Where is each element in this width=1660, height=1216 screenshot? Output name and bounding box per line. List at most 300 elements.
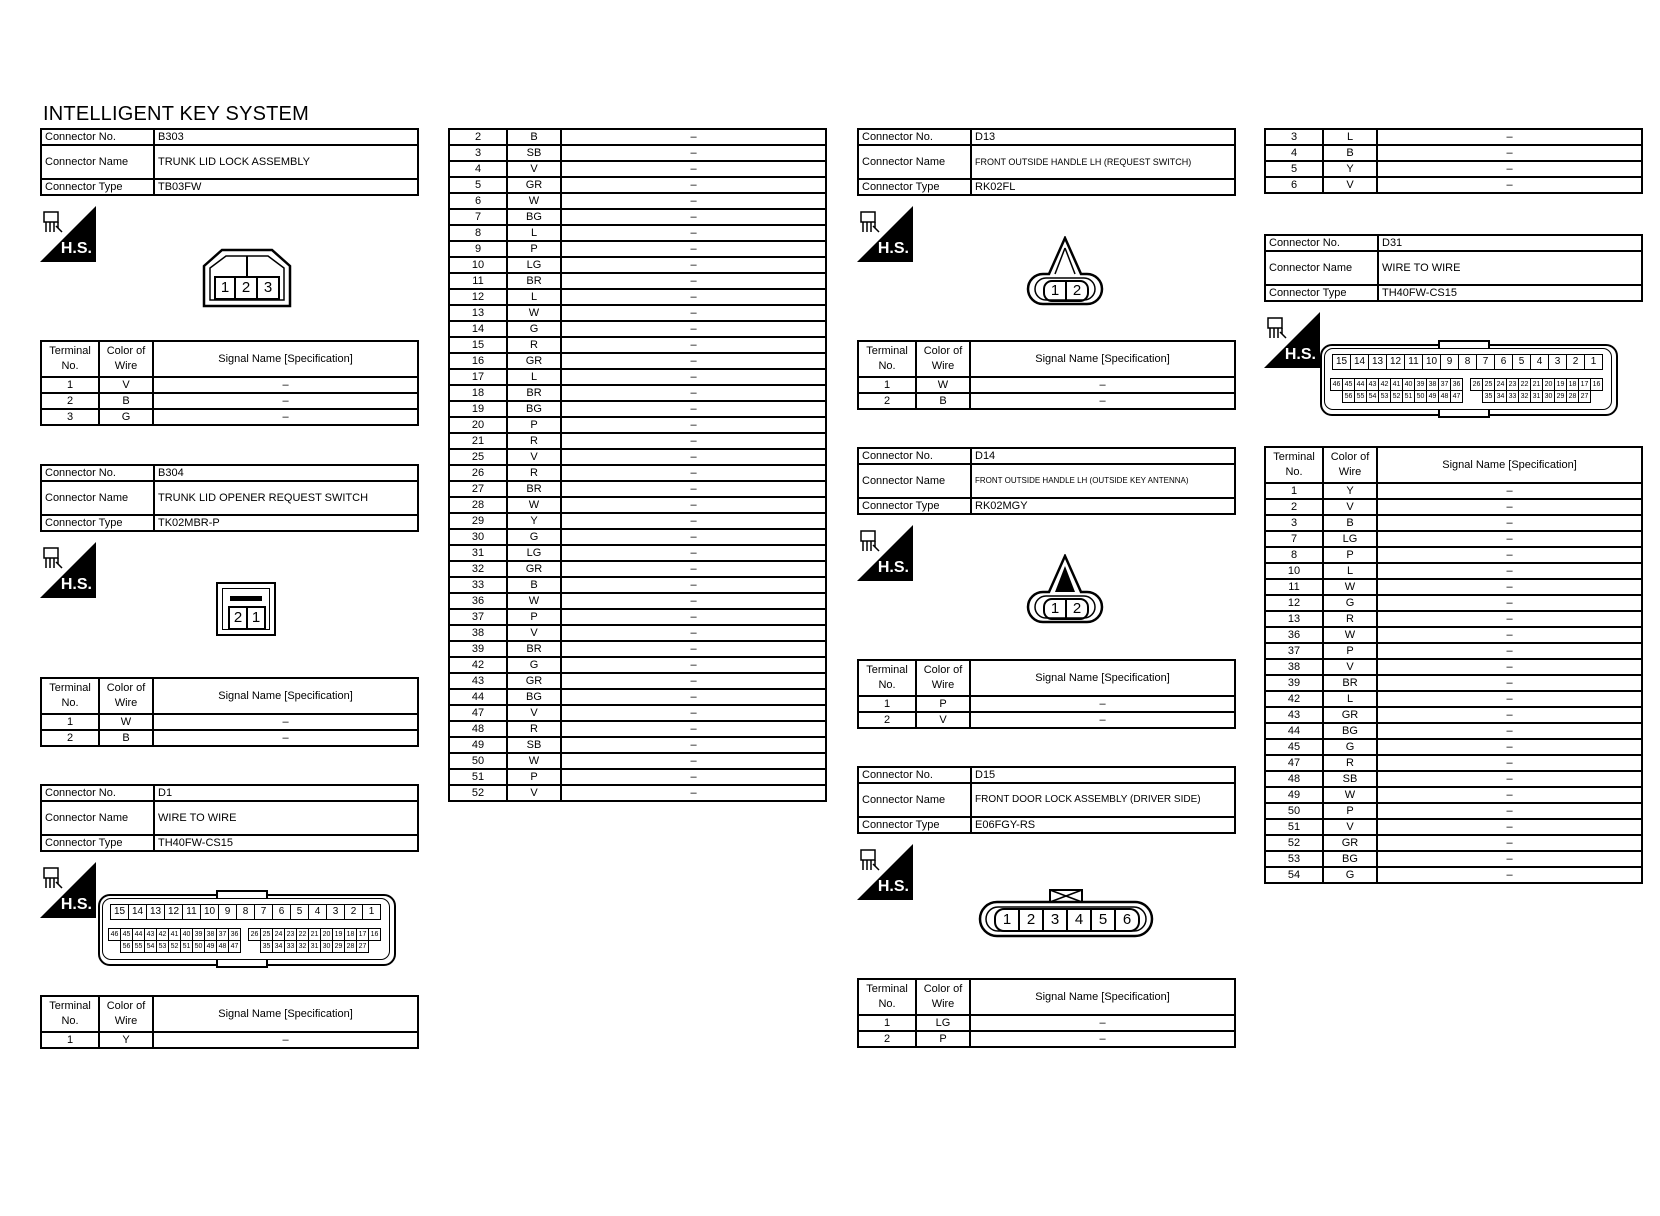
- table-row: [1265, 835, 1642, 851]
- terminal-no-cell: 36: [449, 593, 507, 609]
- pin-40: 40: [1403, 378, 1415, 391]
- row-list: [1265, 447, 1642, 883]
- pin-47: 47: [229, 940, 241, 953]
- table-row: [449, 145, 826, 161]
- pin-41: 41: [1391, 378, 1403, 391]
- connector-type-label: Connector Type: [858, 498, 971, 514]
- wire-color-cell: BG: [507, 689, 561, 705]
- signal-name-header: Signal Name [Specification]: [1377, 447, 1642, 483]
- wire-color-cell: B: [1323, 515, 1377, 531]
- terminal-no-cell: 17: [449, 369, 507, 385]
- pin-2: 2: [1020, 908, 1044, 932]
- terminal-no-header: Terminal No.: [858, 979, 916, 1015]
- connector-no-label: Connector No.: [41, 129, 154, 145]
- terminal-no-cell: 8: [449, 225, 507, 241]
- table-row: [449, 737, 826, 753]
- wire-color-cell: BR: [1323, 675, 1377, 691]
- terminal-no-cell: 47: [1265, 755, 1323, 771]
- wire-color-cell: P: [1323, 547, 1377, 563]
- pin-22: 22: [1519, 378, 1531, 391]
- table-row: [449, 401, 826, 417]
- pin-25: 25: [261, 928, 273, 941]
- table-row: 1 W –: [41, 714, 418, 730]
- table-row: [449, 417, 826, 433]
- wire-color-cell: B: [507, 577, 561, 593]
- terminal-no-cell: 7: [449, 209, 507, 225]
- signal-name-cell: –: [1377, 755, 1642, 771]
- pin-51: 51: [1403, 390, 1415, 403]
- terminal-no-cell: 48: [1265, 771, 1323, 787]
- table-row: [449, 433, 826, 449]
- table-row: [449, 449, 826, 465]
- terminal-no-cell: 11: [449, 273, 507, 289]
- terminal-no-cell: 51: [1265, 819, 1323, 835]
- table-row: [449, 257, 826, 273]
- terminal-no-cell: 21: [449, 433, 507, 449]
- harness-side-icon: [857, 206, 913, 262]
- table-row: [449, 545, 826, 561]
- d13-terminal-table: [857, 340, 1236, 410]
- row-list: [1265, 129, 1642, 193]
- pin-2: 2: [1067, 280, 1089, 302]
- table-row: [1265, 755, 1642, 771]
- signal-name-cell: –: [561, 321, 826, 337]
- terminal-no-cell: 54: [1265, 867, 1323, 883]
- wire-color-cell: Y: [507, 513, 561, 529]
- wire-color-cell: W: [507, 193, 561, 209]
- pin-7: 7: [255, 904, 273, 920]
- terminal-no-cell: 39: [449, 641, 507, 657]
- signal-name-cell: –: [561, 225, 826, 241]
- pin-13: 13: [147, 904, 165, 920]
- terminal-no-cell: 28: [449, 497, 507, 513]
- signal-name-cell: –: [561, 273, 826, 289]
- signal-name-cell: –: [1377, 515, 1642, 531]
- signal-name-header: Signal Name [Specification]: [970, 341, 1235, 377]
- pin-3: 3: [1549, 354, 1567, 370]
- signal-name-cell: –: [1377, 707, 1642, 723]
- pin-34: 34: [1495, 390, 1507, 403]
- wire-color-cell: SB: [507, 145, 561, 161]
- signal-name-header: Signal Name [Specification]: [153, 341, 418, 377]
- signal-name-cell: –: [1377, 611, 1642, 627]
- hs-label: H.S.: [877, 878, 909, 895]
- pin-41: 41: [169, 928, 181, 941]
- pin-33: 33: [1507, 390, 1519, 403]
- connector-type-value: TK02MBR-P: [154, 515, 418, 531]
- table-row: [1265, 787, 1642, 803]
- terminal-no-header: Terminal No.: [41, 678, 99, 714]
- pin-10: 10: [1423, 354, 1441, 370]
- connector-name-label: Connector Name: [41, 801, 154, 835]
- signal-name-cell: –: [561, 209, 826, 225]
- signal-name-cell: –: [561, 257, 826, 273]
- signal-name-cell: –: [1377, 851, 1642, 867]
- hs-label: H.S.: [60, 576, 92, 593]
- pin-52: 52: [1391, 390, 1403, 403]
- table-row: [449, 209, 826, 225]
- pin-30: 30: [321, 940, 333, 953]
- pin-26: 26: [248, 928, 261, 941]
- pin-49: 49: [1427, 390, 1439, 403]
- color-of-wire-header: Color of Wire: [916, 660, 970, 696]
- pin-2: 2: [228, 606, 248, 630]
- pin-31: 31: [1531, 390, 1543, 403]
- wire-color-cell: GR: [1323, 835, 1377, 851]
- d31-terminal-table: [1264, 446, 1643, 884]
- pin-row: [1332, 354, 1603, 370]
- terminal-no-header: Terminal No.: [858, 660, 916, 696]
- connector-no-value: B303: [154, 129, 418, 145]
- signal-name-cell: –: [561, 705, 826, 721]
- pin-36: 36: [229, 928, 241, 941]
- table-row: [1265, 691, 1642, 707]
- signal-name-cell: –: [561, 785, 826, 801]
- terminal-no-cell: 47: [449, 705, 507, 721]
- wire-color-cell: GR: [507, 561, 561, 577]
- signal-name-cell: –: [1377, 579, 1642, 595]
- connector-no-value: D13: [971, 129, 1235, 145]
- wire-color-cell: BG: [1323, 723, 1377, 739]
- connector-no-label: Connector No.: [41, 785, 154, 801]
- pin-6: 6: [1116, 908, 1140, 932]
- terminal-no-cell: 3: [1265, 515, 1323, 531]
- wire-color-cell: W: [507, 753, 561, 769]
- d13-connector-face: [1025, 236, 1105, 308]
- pin-5: 5: [1092, 908, 1116, 932]
- table-row: [1265, 803, 1642, 819]
- table-row: [449, 529, 826, 545]
- pin-31: 31: [309, 940, 321, 953]
- signal-name-cell: –: [561, 337, 826, 353]
- wire-color-cell: SB: [507, 737, 561, 753]
- signal-name-cell: –: [1377, 627, 1642, 643]
- pin-1: 1: [994, 908, 1020, 932]
- wire-color-cell: P: [507, 609, 561, 625]
- table-row: 1 V –: [41, 377, 418, 393]
- table-row: [1265, 483, 1642, 499]
- table-row: [449, 193, 826, 209]
- pin-24: 24: [1495, 378, 1507, 391]
- connector-name-value: FRONT DOOR LOCK ASSEMBLY (DRIVER SIDE): [971, 783, 1235, 817]
- terminal-no-cell: 44: [1265, 723, 1323, 739]
- pin-11: 11: [1405, 354, 1423, 370]
- pin-3: 3: [258, 276, 280, 300]
- connector-type-value: TH40FW-CS15: [1378, 285, 1642, 301]
- signal-name-cell: –: [561, 737, 826, 753]
- terminal-no-cell: 42: [449, 657, 507, 673]
- pin-15: 15: [1332, 354, 1351, 370]
- pin-12: 12: [165, 904, 183, 920]
- terminal-no-cell: 13: [449, 305, 507, 321]
- table-row: [449, 513, 826, 529]
- connector-name-value: WIRE TO WIRE: [1378, 251, 1642, 285]
- terminal-no-cell: 14: [449, 321, 507, 337]
- connector-no-label: Connector No.: [1265, 235, 1378, 251]
- connector-no-label: Connector No.: [858, 767, 971, 783]
- b304-connector-face: [216, 582, 276, 636]
- signal-name-cell: –: [561, 593, 826, 609]
- wire-color-cell: G: [507, 529, 561, 545]
- pin-3: 3: [327, 904, 345, 920]
- signal-name-cell: –: [561, 353, 826, 369]
- terminal-no-cell: 43: [449, 673, 507, 689]
- pin-47: 47: [1451, 390, 1463, 403]
- table-row: [449, 625, 826, 641]
- terminal-no-header: Terminal No.: [41, 341, 99, 377]
- pin-32: 32: [297, 940, 309, 953]
- color-of-wire-header: Color of Wire: [916, 341, 970, 377]
- signal-name-cell: –: [1377, 867, 1642, 883]
- d14-terminal-table: [857, 659, 1236, 729]
- table-row: [449, 385, 826, 401]
- d14-connector-face: [1025, 554, 1105, 626]
- connector-type-value: TB03FW: [154, 179, 418, 195]
- wire-color-cell: G: [507, 321, 561, 337]
- pin-45: 45: [1343, 378, 1355, 391]
- terminal-no-cell: 16: [449, 353, 507, 369]
- wire-color-cell: Y: [1323, 161, 1377, 177]
- color-of-wire-header: Color of Wire: [99, 678, 153, 714]
- pin-56: 56: [1342, 390, 1355, 403]
- table-row: [449, 241, 826, 257]
- connector-name-label: Connector Name: [41, 145, 154, 179]
- table-row: [449, 321, 826, 337]
- terminal-no-cell: 19: [449, 401, 507, 417]
- signal-name-cell: –: [561, 161, 826, 177]
- signal-name-cell: –: [561, 657, 826, 673]
- table-row: [449, 657, 826, 673]
- table-row: [449, 337, 826, 353]
- terminal-no-cell: 12: [449, 289, 507, 305]
- pin-55: 55: [133, 940, 145, 953]
- harness-side-icon: [40, 862, 96, 918]
- wire-color-cell: BR: [507, 481, 561, 497]
- signal-name-cell: –: [561, 561, 826, 577]
- table-row: [449, 369, 826, 385]
- terminal-no-header: Terminal No.: [858, 341, 916, 377]
- table-row: [1265, 547, 1642, 563]
- pin-53: 53: [157, 940, 169, 953]
- pin-54: 54: [1367, 390, 1379, 403]
- pin-54: 54: [145, 940, 157, 953]
- b304-info-table: [40, 464, 419, 532]
- table-row: [1265, 867, 1642, 883]
- table-row: [1265, 515, 1642, 531]
- wire-color-cell: V: [1323, 499, 1377, 515]
- connector-type-label: Connector Type: [41, 515, 154, 531]
- pin-10: 10: [201, 904, 219, 920]
- d31-connector-face: [1320, 340, 1618, 418]
- pin-26: 26: [1470, 378, 1483, 391]
- pin-24: 24: [273, 928, 285, 941]
- pin-1: 1: [1585, 354, 1603, 370]
- connector-no-label: Connector No.: [858, 448, 971, 464]
- pin-50: 50: [193, 940, 205, 953]
- pin-20: 20: [321, 928, 333, 941]
- wire-color-cell: BR: [507, 385, 561, 401]
- table-row: [1265, 723, 1642, 739]
- b303-terminal-table: [40, 340, 419, 426]
- terminal-no-cell: 20: [449, 417, 507, 433]
- pin-37: 37: [217, 928, 229, 941]
- pin-8: 8: [237, 904, 255, 920]
- pin-6: 6: [273, 904, 291, 920]
- pin-45: 45: [121, 928, 133, 941]
- wire-color-cell: BG: [1323, 851, 1377, 867]
- color-of-wire-header: Color of Wire: [99, 996, 153, 1032]
- connector-name-value: TRUNK LID OPENER REQUEST SWITCH: [154, 481, 418, 515]
- pin-14: 14: [1351, 354, 1369, 370]
- signal-name-cell: –: [1377, 161, 1642, 177]
- pin-7: 7: [1477, 354, 1495, 370]
- terminal-no-cell: 37: [1265, 643, 1323, 659]
- signal-name-cell: –: [561, 721, 826, 737]
- pin-36: 36: [1451, 378, 1463, 391]
- table-row: [449, 705, 826, 721]
- wire-color-cell: W: [1323, 627, 1377, 643]
- b304-terminal-table: [40, 677, 419, 747]
- wire-color-cell: R: [507, 337, 561, 353]
- d1-terminal-table: [40, 995, 419, 1049]
- table-row: [449, 305, 826, 321]
- table-row: [1265, 643, 1642, 659]
- table-row: [1265, 659, 1642, 675]
- terminal-no-cell: 42: [1265, 691, 1323, 707]
- table-row: 1 Y –: [41, 1032, 418, 1048]
- connector-type-label: Connector Type: [41, 835, 154, 851]
- wire-color-cell: GR: [507, 353, 561, 369]
- table-row: [1265, 595, 1642, 611]
- table-row: [1265, 675, 1642, 691]
- pin-22: 22: [297, 928, 309, 941]
- hs-label: H.S.: [877, 240, 909, 257]
- connector-type-value: TH40FW-CS15: [154, 835, 418, 851]
- wire-color-cell: GR: [1323, 707, 1377, 723]
- table-row: [449, 721, 826, 737]
- table-row: [449, 593, 826, 609]
- hs-label: H.S.: [877, 559, 909, 576]
- signal-name-cell: –: [1377, 531, 1642, 547]
- wire-color-cell: V: [507, 161, 561, 177]
- signal-name-cell: –: [561, 305, 826, 321]
- connector-no-value: D1: [154, 785, 418, 801]
- pin-16: 16: [1591, 378, 1603, 391]
- pin-42: 42: [1379, 378, 1391, 391]
- signal-name-cell: –: [1377, 739, 1642, 755]
- terminal-no-cell: 8: [1265, 547, 1323, 563]
- signal-name-cell: –: [561, 673, 826, 689]
- table-row: [1265, 579, 1642, 595]
- terminal-no-cell: 3: [449, 145, 507, 161]
- terminal-no-cell: 38: [449, 625, 507, 641]
- row-list: [449, 129, 826, 801]
- terminal-no-cell: 2: [449, 129, 507, 145]
- wire-color-cell: L: [1323, 563, 1377, 579]
- pin-3: 3: [1044, 908, 1068, 932]
- pin-51: 51: [181, 940, 193, 953]
- connector-name-label: Connector Name: [858, 145, 971, 179]
- table-row: [449, 177, 826, 193]
- hs-label: H.S.: [60, 896, 92, 913]
- table-row: [449, 225, 826, 241]
- table-row: [1265, 739, 1642, 755]
- table-row: [1265, 145, 1642, 161]
- wire-color-cell: R: [1323, 755, 1377, 771]
- signal-name-cell: –: [561, 241, 826, 257]
- signal-name-cell: –: [561, 433, 826, 449]
- terminal-no-cell: 12: [1265, 595, 1323, 611]
- wire-color-cell: L: [507, 369, 561, 385]
- pin-1: 1: [363, 904, 381, 920]
- b303-connector-face: [202, 248, 292, 313]
- pin-1: 1: [1043, 280, 1067, 302]
- table-row: [449, 161, 826, 177]
- table-row: [449, 753, 826, 769]
- terminal-no-cell: 13: [1265, 611, 1323, 627]
- table-row: [449, 273, 826, 289]
- signal-name-cell: –: [561, 625, 826, 641]
- signal-name-cell: –: [561, 289, 826, 305]
- signal-name-cell: –: [561, 369, 826, 385]
- signal-name-cell: –: [1377, 819, 1642, 835]
- wire-color-cell: Y: [1323, 483, 1377, 499]
- signal-name-cell: –: [1377, 563, 1642, 579]
- terminal-no-header: Terminal No.: [41, 996, 99, 1032]
- d31-info-table: [1264, 234, 1643, 302]
- pin-5: 5: [291, 904, 309, 920]
- wire-color-cell: P: [1323, 643, 1377, 659]
- connector-no-value: D31: [1378, 235, 1642, 251]
- terminal-no-cell: 53: [1265, 851, 1323, 867]
- signal-name-cell: –: [561, 481, 826, 497]
- table-row: [449, 497, 826, 513]
- signal-name-cell: –: [1377, 547, 1642, 563]
- wire-color-cell: GR: [507, 673, 561, 689]
- pin-2: 2: [345, 904, 363, 920]
- wire-color-cell: BR: [507, 273, 561, 289]
- signal-name-cell: –: [1377, 835, 1642, 851]
- table-row: [449, 129, 826, 145]
- table-row: [1265, 499, 1642, 515]
- terminal-no-cell: 33: [449, 577, 507, 593]
- wire-color-cell: W: [507, 497, 561, 513]
- table-row: [1265, 627, 1642, 643]
- table-row: [1265, 161, 1642, 177]
- signal-name-cell: –: [561, 145, 826, 161]
- table-row: [449, 481, 826, 497]
- terminal-no-cell: 50: [1265, 803, 1323, 819]
- connector-name-label: Connector Name: [858, 464, 971, 498]
- wire-color-cell: SB: [1323, 771, 1377, 787]
- pin-21: 21: [309, 928, 321, 941]
- signal-name-cell: –: [1377, 771, 1642, 787]
- terminal-no-cell: 10: [449, 257, 507, 273]
- signal-name-cell: –: [1377, 595, 1642, 611]
- table-row: [449, 577, 826, 593]
- harness-side-icon: [1264, 312, 1320, 368]
- pin-27: 27: [357, 940, 369, 953]
- connector-name-value: WIRE TO WIRE: [154, 801, 418, 835]
- terminal-no-cell: 5: [1265, 161, 1323, 177]
- connector-type-label: Connector Type: [858, 179, 971, 195]
- pin-43: 43: [1367, 378, 1379, 391]
- pin-15: 15: [110, 904, 129, 920]
- signal-name-cell: –: [1377, 659, 1642, 675]
- signal-name-cell: –: [561, 513, 826, 529]
- signal-name-cell: –: [1377, 129, 1642, 145]
- pin-21: 21: [1531, 378, 1543, 391]
